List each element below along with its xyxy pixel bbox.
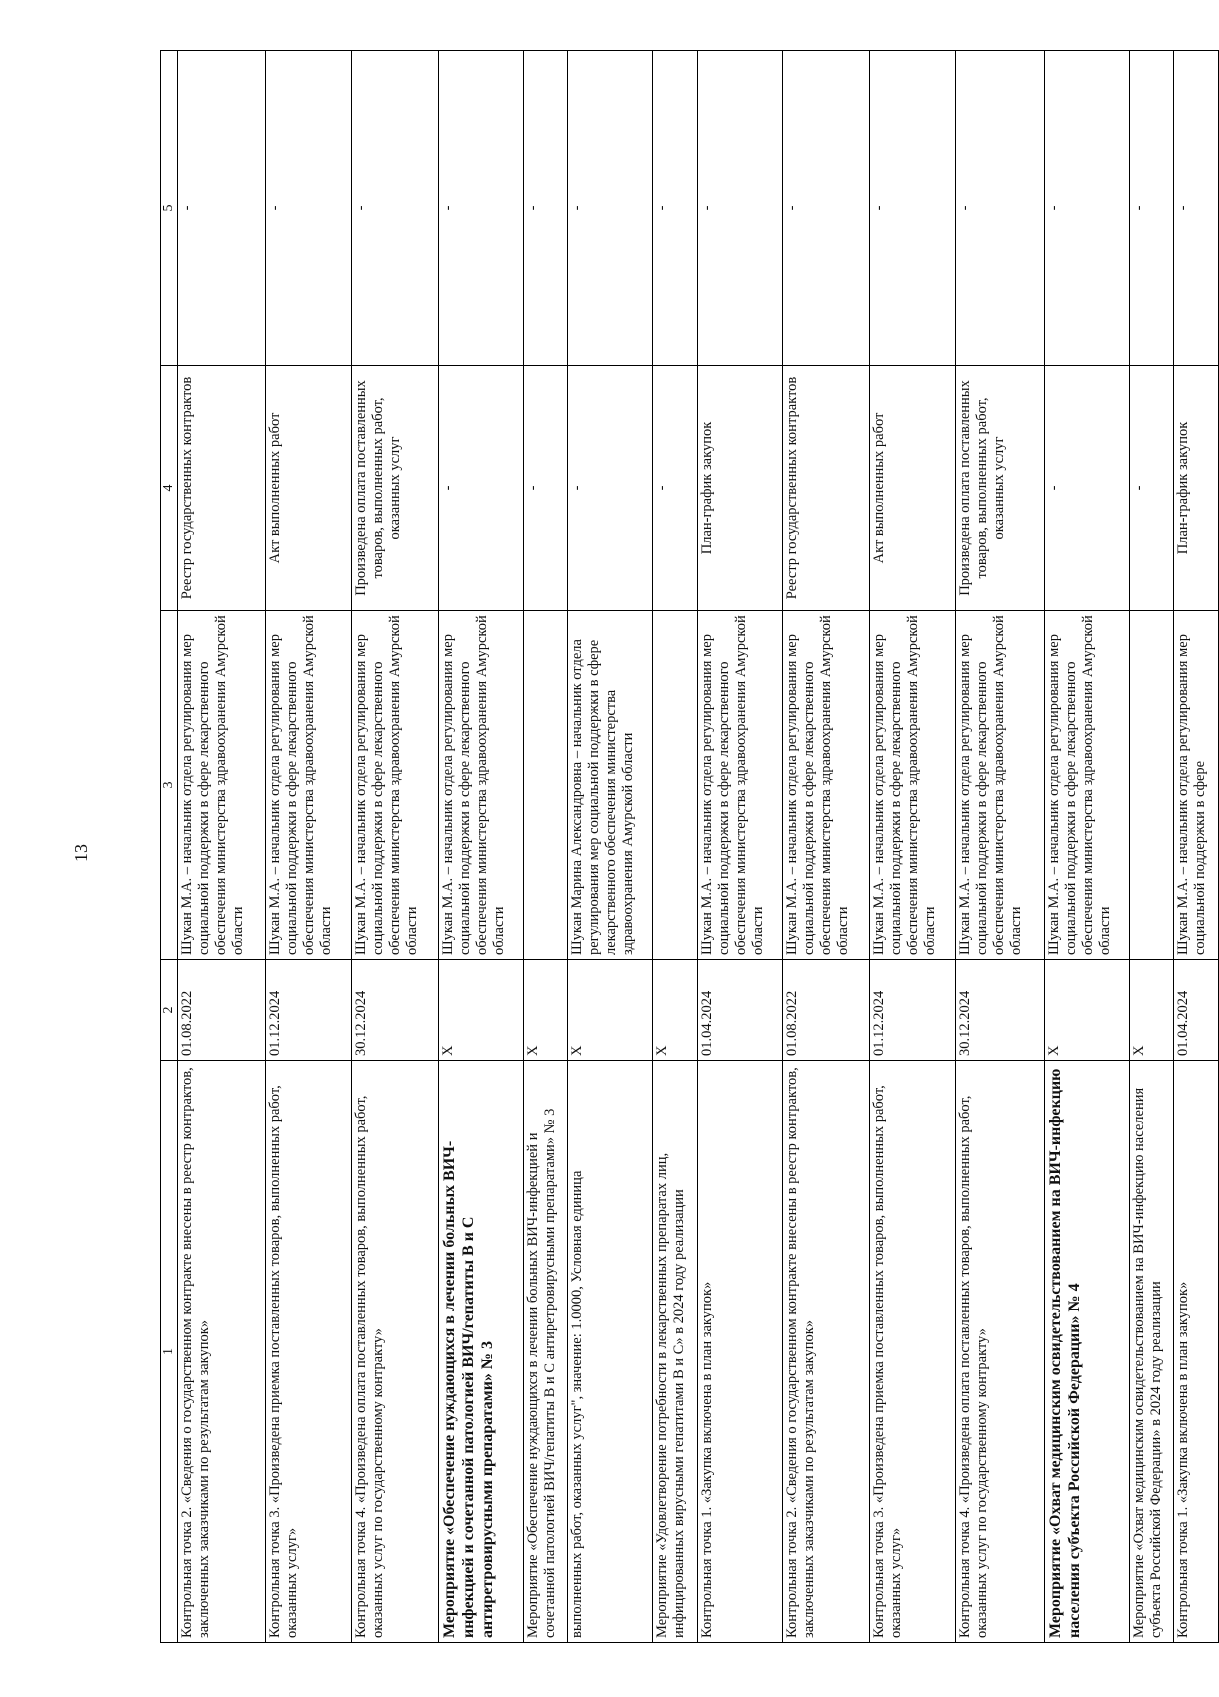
column-header-1: 1 bbox=[161, 1061, 178, 1643]
table-row bbox=[1130, 51, 1174, 1643]
row-description-cell: Мероприятие «Охват медицинским освидетельствованием на ВИЧ-инфекцию населения субъекта Российской Федерации» № 4 bbox=[1044, 1061, 1129, 1643]
row-responsible-cell bbox=[1130, 611, 1174, 960]
rotated-table-container bbox=[160, 51, 1219, 1643]
row-notes-cell: - bbox=[178, 51, 266, 366]
row-document-cell: Реестр государственных контрактов bbox=[783, 366, 869, 611]
row-description-cell: Мероприятие «Обеспечение нуждающихся в лечении больных ВИЧ-инфекцией и сочетанной патологией ВИЧ/гепатиты В и С антиретровирусными препаратами» № 3 bbox=[438, 1061, 523, 1643]
column-header-2: 2 bbox=[161, 960, 178, 1061]
row-description-cell: Контрольная точка 4. «Произведена оплата поставленных товаров, выполненных работ, оказанных услуг по государственному контракту» bbox=[352, 1061, 438, 1643]
row-date-cell: Х bbox=[1044, 960, 1129, 1061]
row-notes-cell: - bbox=[1044, 51, 1129, 366]
row-notes-cell: - bbox=[783, 51, 869, 366]
row-document-cell: - bbox=[438, 366, 523, 611]
row-description-cell: Контрольная точка 3. «Произведена приемка поставленных товаров, выполненных работ, оказанных услуг» bbox=[869, 1061, 955, 1643]
row-description-cell: Контрольная точка 4. «Произведена оплата поставленных товаров, выполненных работ, оказанных услуг по государственному контракту» bbox=[955, 1061, 1044, 1643]
row-document-cell: План-график закупок bbox=[697, 366, 782, 611]
row-document-cell: - bbox=[1044, 366, 1129, 611]
row-notes-cell: - bbox=[438, 51, 523, 366]
row-date-cell: 30.12.2024 bbox=[352, 960, 438, 1061]
table-body bbox=[178, 51, 1219, 1643]
row-description-cell: Контрольная точка 1. «Закупка включена в план закупок» bbox=[697, 1061, 782, 1643]
column-header-4: 4 bbox=[161, 366, 178, 611]
row-responsible-cell: Шукан М.А. – начальник отдела регулирования мер социальной поддержки в сфере лекарственного обеспечения министерства здравоохранения Амурской области bbox=[783, 611, 869, 960]
row-responsible-cell: Шукан М.А. – начальник отдела регулирования мер социальной поддержки в сфере bbox=[1174, 611, 1219, 960]
row-date-cell: Х bbox=[1130, 960, 1174, 1061]
row-date-cell: 01.08.2022 bbox=[178, 960, 266, 1061]
row-date-cell: 01.12.2024 bbox=[265, 960, 351, 1061]
row-description-cell: Мероприятие «Охват медицинским освидетельствованием на ВИЧ-инфекцию населения субъекта Российской Федерации» в 2024 году реализации bbox=[1130, 1061, 1174, 1643]
table-row bbox=[352, 51, 438, 1643]
table-row bbox=[653, 51, 697, 1643]
row-notes-cell: - bbox=[653, 51, 697, 366]
table-row bbox=[1044, 51, 1129, 1643]
table-row bbox=[438, 51, 523, 1643]
table-header-row bbox=[161, 51, 178, 1643]
row-description-cell: Контрольная точка 3. «Произведена приемка поставленных товаров, выполненных работ, оказанных услуг» bbox=[265, 1061, 351, 1643]
row-document-cell: Реестр государственных контрактов bbox=[178, 366, 266, 611]
row-date-cell: Х bbox=[438, 960, 523, 1061]
row-document-cell: Произведена оплата поставленных товаров, выполненных работ, оказанных услуг bbox=[352, 366, 438, 611]
table-row bbox=[265, 51, 351, 1643]
row-document-cell: Акт выполненных работ bbox=[265, 366, 351, 611]
page-number: 13 bbox=[71, 844, 91, 862]
row-description-cell: Контрольная точка 2. «Сведения о государственном контракте внесены в реестр контрактов, заключенных заказчиками по результатам закупок» bbox=[783, 1061, 869, 1643]
row-document-cell: План-график закупок bbox=[1174, 366, 1219, 611]
row-notes-cell: - bbox=[955, 51, 1044, 366]
row-notes-cell: - bbox=[568, 51, 653, 366]
row-document-cell: - bbox=[568, 366, 653, 611]
row-responsible-cell bbox=[523, 611, 567, 960]
row-responsible-cell: Шукан М.А. – начальник отдела регулирования мер социальной поддержки в сфере лекарственного обеспечения министерства здравоохранения Амурской области bbox=[1044, 611, 1129, 960]
row-notes-cell: - bbox=[697, 51, 782, 366]
row-description-cell: Мероприятие «Удовлетворение потребности в лекарственных препаратах лиц, инфицированных вирусными гепатитами В и С» в 2024 году реализации bbox=[653, 1061, 697, 1643]
row-description-cell: Контрольная точка 1. «Закупка включена в план закупок» bbox=[1174, 1061, 1219, 1643]
row-document-cell: - bbox=[1130, 366, 1174, 611]
row-responsible-cell: Шукан М.А. – начальник отдела регулирования мер социальной поддержки в сфере лекарственного обеспечения министерства здравоохранения Амурской области bbox=[955, 611, 1044, 960]
row-notes-cell: - bbox=[265, 51, 351, 366]
row-document-cell: Произведена оплата поставленных товаров, выполненных работ, оказанных услуг bbox=[955, 366, 1044, 611]
row-notes-cell: - bbox=[1130, 51, 1174, 366]
row-notes-cell: - bbox=[1174, 51, 1219, 366]
row-date-cell: 01.12.2024 bbox=[869, 960, 955, 1061]
row-responsible-cell: Шукан М.А. – начальник отдела регулирования мер социальной поддержки в сфере лекарственного обеспечения министерства здравоохранения Амурской области bbox=[697, 611, 782, 960]
table-row bbox=[869, 51, 955, 1643]
table-row bbox=[1174, 51, 1219, 1643]
row-date-cell: Х bbox=[653, 960, 697, 1061]
table-row bbox=[783, 51, 869, 1643]
table-row bbox=[697, 51, 782, 1643]
row-date-cell: 01.04.2024 bbox=[697, 960, 782, 1061]
row-notes-cell: - bbox=[352, 51, 438, 366]
table-row bbox=[178, 51, 266, 1643]
row-date-cell: 01.08.2022 bbox=[783, 960, 869, 1061]
row-responsible-cell: Шукан М.А. – начальник отдела регулирования мер социальной поддержки в сфере лекарственного обеспечения министерства здравоохранения Амурской области bbox=[352, 611, 438, 960]
row-responsible-cell bbox=[653, 611, 697, 960]
row-responsible-cell: Шукан М.А. – начальник отдела регулирования мер социальной поддержки в сфере лекарственного обеспечения министерства здравоохранения Амурской области bbox=[265, 611, 351, 960]
row-document-cell: - bbox=[523, 366, 567, 611]
row-responsible-cell: Шукан М.А. – начальник отдела регулирования мер социальной поддержки в сфере лекарственного обеспечения министерства здравоохранения Амурской области bbox=[869, 611, 955, 960]
table-row bbox=[955, 51, 1044, 1643]
row-description-cell: выполненных работ, оказанных услуг", значение: 1.0000, Условная единица bbox=[568, 1061, 653, 1643]
row-responsible-cell: Шукан М.А. – начальник отдела регулирования мер социальной поддержки в сфере лекарственного обеспечения министерства здравоохранения Амурской области bbox=[438, 611, 523, 960]
column-header-3: 3 bbox=[161, 611, 178, 960]
row-description-cell: Мероприятие «Обеспечение нуждающихся в лечении больных ВИЧ-инфекцией и сочетанной патологией ВИЧ/гепатиты В и С антиретровирусными препаратами» № 3 bbox=[523, 1061, 567, 1643]
row-date-cell: Х bbox=[523, 960, 567, 1061]
row-description-cell: Контрольная точка 2. «Сведения о государственном контракте внесены в реестр контрактов, заключенных заказчиками по результатам закупок» bbox=[178, 1061, 266, 1643]
row-notes-cell: - bbox=[869, 51, 955, 366]
row-responsible-cell: Шукан М.А. – начальник отдела регулирования мер социальной поддержки в сфере лекарственного обеспечения министерства здравоохранения Амурской области bbox=[178, 611, 266, 960]
control-points-table bbox=[160, 50, 1219, 1643]
row-date-cell: Х bbox=[568, 960, 653, 1061]
row-document-cell: - bbox=[653, 366, 697, 611]
row-responsible-cell: Шукан Марина Александровна – начальник отдела регулирования мер социальной поддержки в сфере лекарственного обеспечения министерства здравоохранения Амурской области bbox=[568, 611, 653, 960]
table-row bbox=[523, 51, 567, 1643]
document-table-area bbox=[160, 51, 1219, 1643]
column-header-5: 5 bbox=[161, 51, 178, 366]
row-notes-cell: - bbox=[523, 51, 567, 366]
row-date-cell: 01.04.2024 bbox=[1174, 960, 1219, 1061]
row-document-cell: Акт выполненных работ bbox=[869, 366, 955, 611]
row-date-cell: 30.12.2024 bbox=[955, 960, 1044, 1061]
table-row bbox=[568, 51, 653, 1643]
